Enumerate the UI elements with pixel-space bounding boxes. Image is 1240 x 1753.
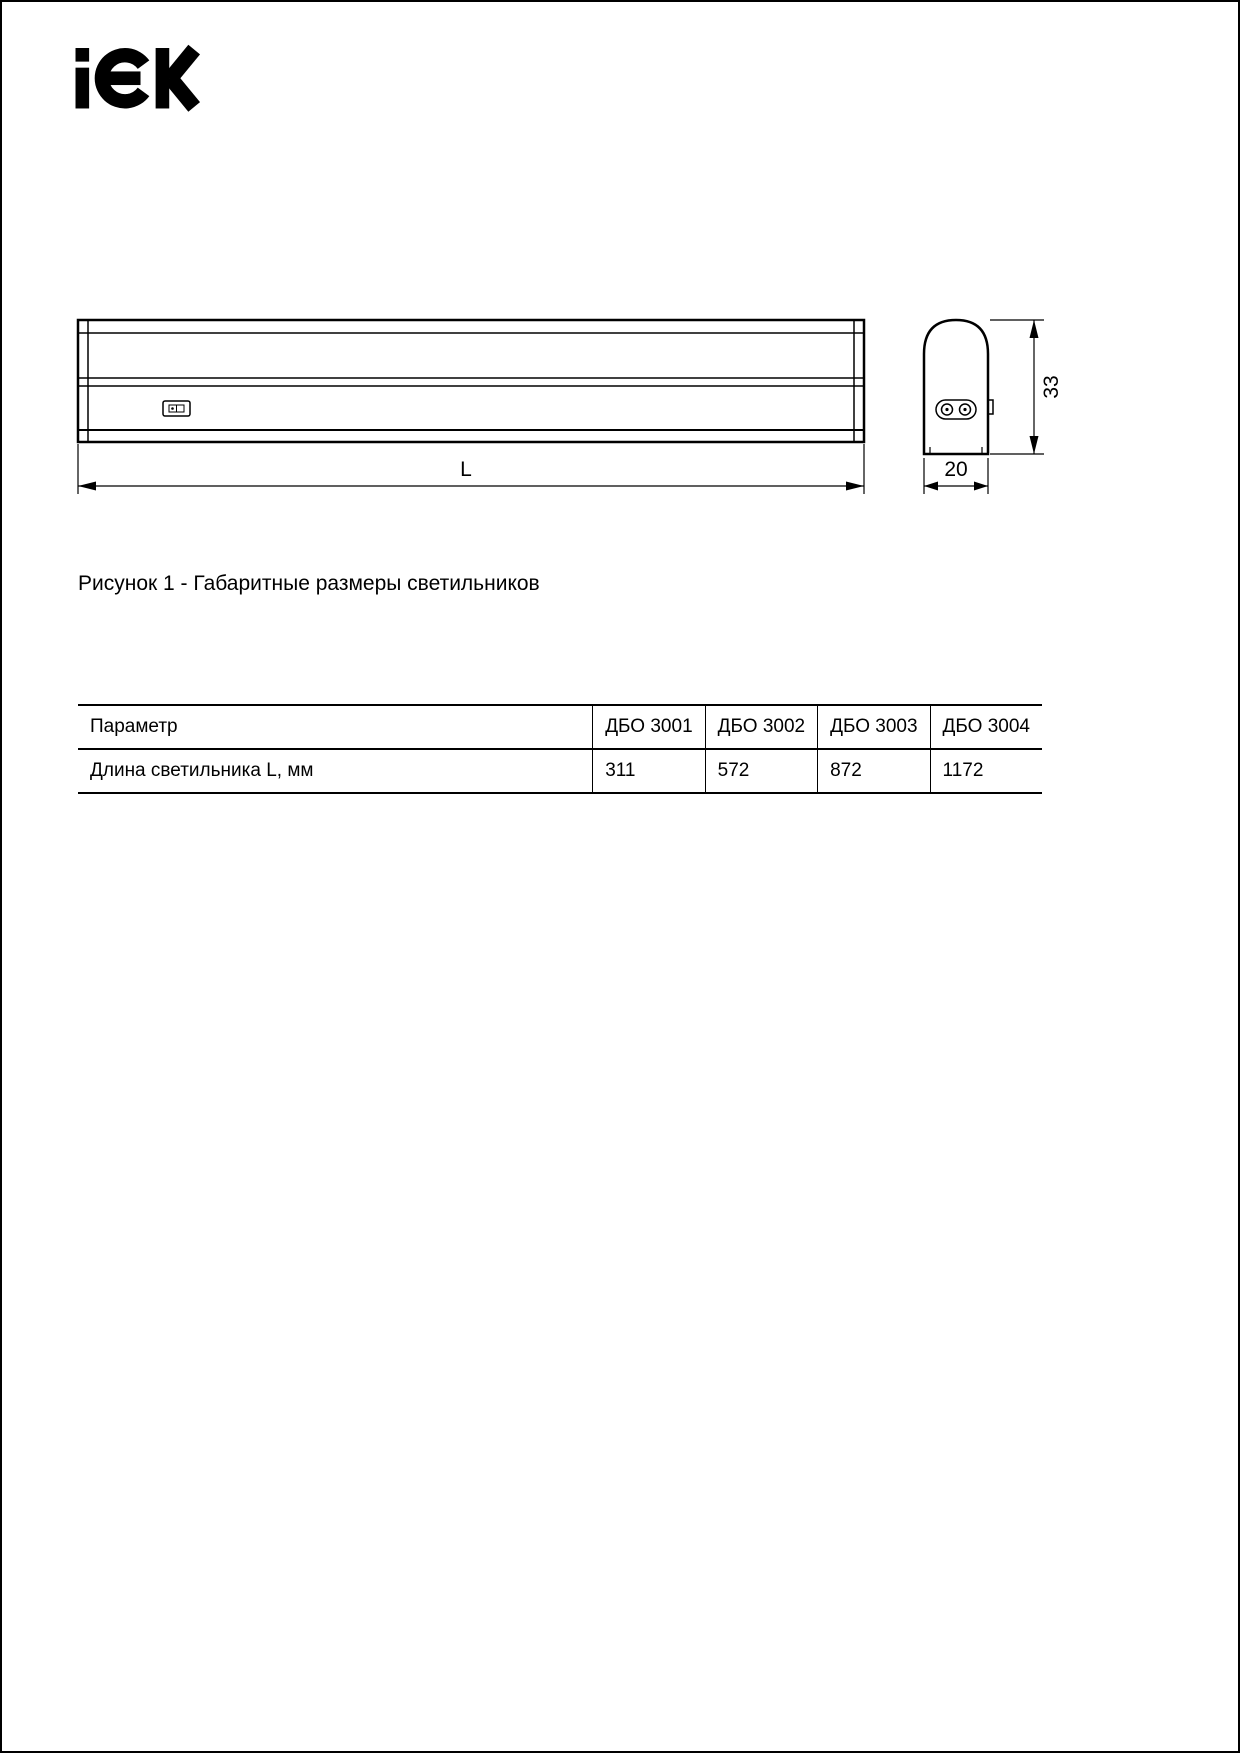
width-dimension-label: 20 (944, 458, 968, 481)
table-header-dbo-3001: ДБО 3001 (593, 705, 705, 749)
length-dimension-label: L (460, 458, 472, 481)
luminaire-side-view (924, 320, 993, 454)
table-header-dbo-3004: ДБО 3004 (930, 705, 1042, 749)
table-row-length (78, 749, 1042, 793)
iek-logo-icon (74, 44, 204, 114)
table-header-dbo-3002: ДБО 3002 (705, 705, 817, 749)
width-dimension (924, 458, 988, 494)
length-value-dbo-3001: 311 (593, 749, 705, 793)
length-value-dbo-3002: 572 (705, 749, 817, 793)
table-header-row (78, 705, 1042, 749)
c7-connector-icon (936, 400, 976, 419)
brand-logo (74, 44, 204, 114)
length-value-dbo-3003: 872 (818, 749, 930, 793)
mounting-clip (988, 400, 993, 414)
table-header-dbo-3003: ДБО 3003 (818, 705, 930, 749)
table-header-parameter: Параметр (90, 716, 178, 737)
spec-table (78, 704, 1042, 794)
luminaire-front-view (78, 320, 864, 442)
length-dimension (78, 444, 864, 494)
parameter-name-cell: Длина светильника L, мм (90, 760, 314, 781)
figure-caption: Рисунок 1 - Габаритные размеры светильников (78, 572, 540, 595)
length-value-dbo-3004: 1172 (930, 749, 1042, 793)
height-dimension-label: 33 (1040, 375, 1063, 399)
power-switch-icon (163, 401, 190, 416)
height-dimension (990, 320, 1063, 454)
technical-drawing (72, 310, 1132, 510)
